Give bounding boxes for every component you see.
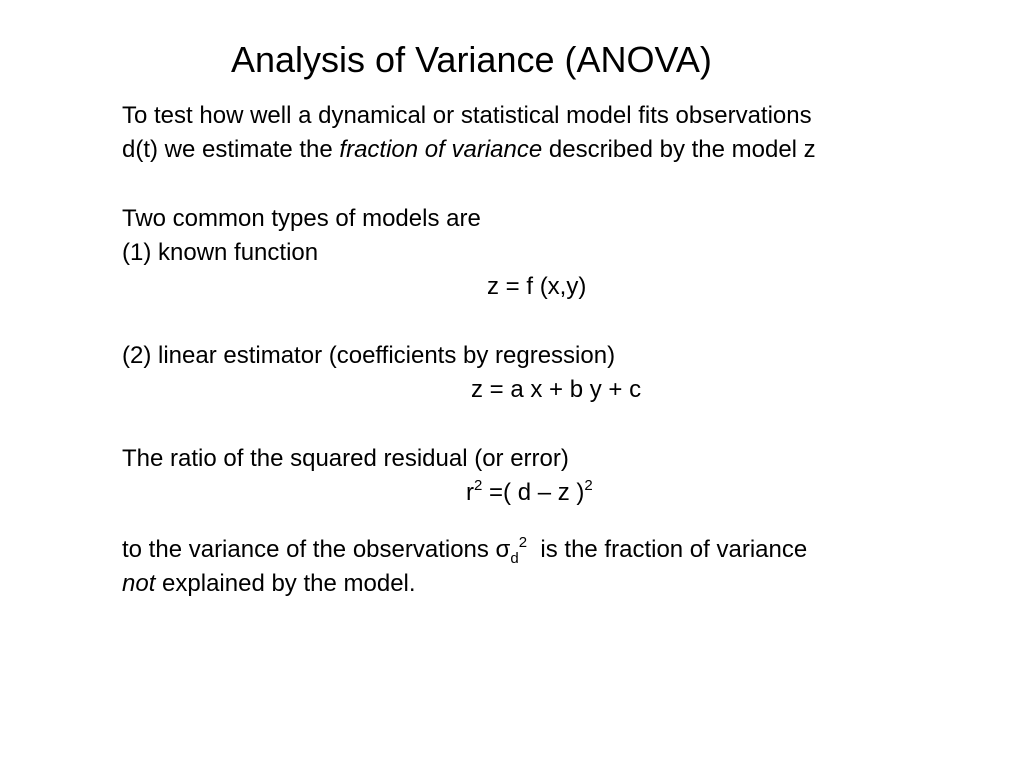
not-emphasis: not	[122, 570, 156, 597]
slide-title: Analysis of Variance (ANOVA)	[231, 39, 712, 80]
sigma-superscript: 2	[518, 534, 528, 551]
models-heading: Two common types of models are	[122, 205, 481, 232]
intro-line-2-suffix: described by the model z	[542, 136, 816, 163]
ratio-text: The ratio of the squared residual (or error)	[122, 445, 569, 472]
model-2-label: (2) linear estimator (coefficients by regression)	[122, 342, 616, 369]
intro-line-2-prefix: d(t) we estimate the	[122, 136, 340, 163]
conclusion-line-2	[122, 569, 416, 599]
intro-line-2	[122, 135, 816, 165]
intro-line-1: To test how well a dynamical or statistical model fits observations	[122, 102, 812, 129]
residual-expression-exponent: 2	[584, 477, 593, 494]
fraction-of-variance-emphasis: fraction of variance	[339, 136, 543, 163]
model-1-label: (1) known function	[122, 239, 319, 266]
conclusion-suffix: is the fraction of variance	[527, 536, 808, 563]
model-2-equation: z = a x + b y + c	[471, 376, 642, 403]
residual-equation	[466, 478, 593, 511]
conclusion-prefix: to the variance of the observations σ	[122, 536, 511, 563]
residual-symbol: r	[466, 479, 474, 506]
conclusion-line-2-suffix: explained by the model.	[155, 570, 416, 597]
sigma-subscript: d	[510, 550, 519, 567]
residual-expression: =( d – z )	[482, 479, 585, 506]
model-1-equation: z = f (x,y)	[487, 273, 587, 300]
conclusion-line-1	[122, 535, 807, 568]
residual-exponent: 2	[474, 477, 483, 494]
